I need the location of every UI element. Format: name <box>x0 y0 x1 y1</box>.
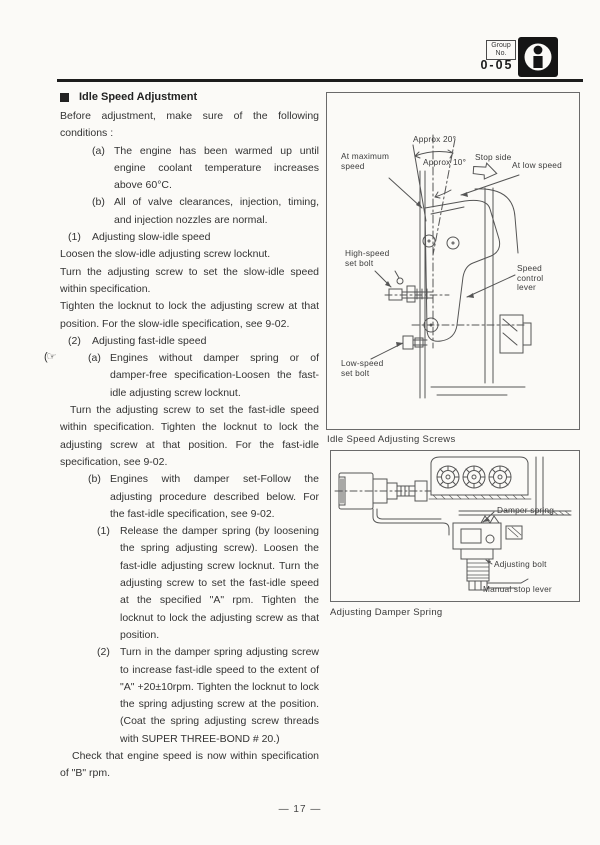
damper-spring-drawing <box>331 451 579 601</box>
group-no-box <box>486 40 516 60</box>
section-1-para-1: Loosen the slow-idle adjusting screw locknut. <box>60 248 271 261</box>
label-high-speed-set-bolt: High-speed set bolt <box>345 248 390 268</box>
label-at-low-speed: At low speed <box>512 160 562 170</box>
section-1-para-2: Turn the adjusting screw to set the slow-idle speed within specification. <box>60 265 319 295</box>
figure-1-caption: Idle Speed Adjusting Screws <box>327 434 456 445</box>
section-heading <box>60 91 197 103</box>
label-manual-stop-lever: Manual stop lever <box>483 584 552 594</box>
figure-2-caption: Adjusting Damper Spring <box>330 607 443 618</box>
label-approx-20: Approx 20° <box>413 134 457 144</box>
section-2a-item: (☞ (a) Engines without damper spring or of damper-free specification-Loosen the fast-idle adjusting screw locknut. <box>44 351 319 399</box>
group-label-line1: Group <box>491 42 511 49</box>
header-rule <box>57 79 583 82</box>
label-low-speed-set-bolt: Low-speed set bolt <box>341 358 384 378</box>
page-number: — 17 — <box>278 804 322 815</box>
label-speed-control-lever: Speed control lever <box>517 263 544 293</box>
text-column <box>44 108 319 783</box>
section-2-title: (2) Adjusting fast-idle speed <box>68 334 207 347</box>
figure-adjusting-damper-spring <box>330 450 580 602</box>
section-2a-para-2: Turn the adjusting screw to set the fast-idle speed within specification. Tighten the locknut to lock the adjusting screw at that position. For the fast-idle specification, see 9-02. <box>60 404 319 468</box>
section-2b-step-2: (2) Turn in the damper spring adjusting screw to increase fast-idle speed to the extent of "A" +20±10rpm. Tighten the locknut to lock the spring adjusting screw at the position. (Coat the spring adjusting screw threads with SUPER THREE-BOND # 20.) <box>97 646 319 745</box>
condition-item-b: (b) All of valve clearances, injection, timing, and injection nozzles are normal. <box>92 196 319 226</box>
section-1-para-3: Tighten the locknut to lock the adjusting screw at that position. For the slow-idle specification, see 9-02. <box>60 300 319 330</box>
intro-paragraph: Before adjustment, make sure of the following conditions : <box>60 110 319 140</box>
section-title: Idle Speed Adjustment <box>79 91 198 103</box>
pointing-hand-icon: (☞ <box>44 351 56 364</box>
group-label-line2: No. <box>495 50 507 57</box>
condition-item-a: (a) The engine has been warmed up until engine coolant temperature increases above 60°C. <box>92 144 319 192</box>
label-damper-spring: Damper spring <box>497 505 555 515</box>
label-approx-10: Approx 10° <box>423 157 467 167</box>
section-2b-item: (b) Engines with damper set-Follow the adjusting procedure described below. For the fast-idle specification, see 9-02. <box>88 473 319 520</box>
section-2b-step-1: (1) Release the damper spring (by loosening the spring adjusting screw). Loosen the fast-idle adjusting screw locknut. Turn the adjusting screw to set the fast-idle speed at the specified "A" rpm. Tighten the locknut to lock the adjusting screw as that position. <box>97 525 319 641</box>
engine-group-icon <box>518 37 558 82</box>
label-adjusting-bolt: Adjusting bolt <box>494 559 547 569</box>
section-2b-check-para: Check that engine speed is now within specification of "B" rpm. <box>60 749 319 780</box>
figure-idle-speed-screws <box>326 92 580 430</box>
label-stop-side: Stop side <box>475 152 512 162</box>
label-at-maximum-speed: At maximum speed <box>341 151 390 171</box>
section-1-title: (1) Adjusting slow-idle speed <box>68 231 211 244</box>
group-number: 0-05 <box>480 58 514 72</box>
square-bullet-icon <box>60 93 69 102</box>
